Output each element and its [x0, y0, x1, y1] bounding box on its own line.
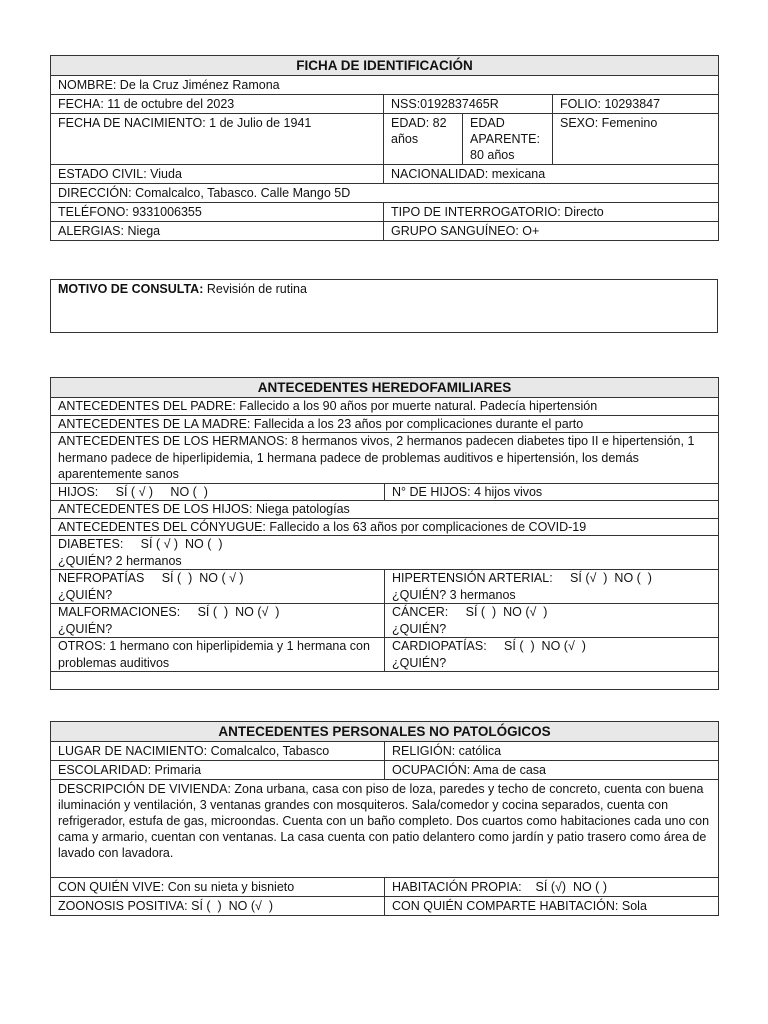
- empty-row: [51, 672, 719, 690]
- descripcion-vivienda: DESCRIPCIÓN DE VIVIENDA: Zona urbana, casa con piso de loza, paredes y techo de concreto, cuenta con buena iluminación y ventilación, 3 ventanas grandes con mosquiteros. Sala/comedor y cocina separados, cuenta con refrigerador, estufa de gas, microondas. Cuenta con un baño completo. Dos cuartos como habitaciones cada uno con cama y armario, cuentan con ventanas. La casa cuenta con patio delantero como jardín y patio trasero como área de lavado con lavadora.: [51, 780, 719, 878]
- alergias: ALERGIAS: Niega: [51, 222, 384, 241]
- ficha-identificacion-table: [50, 55, 719, 241]
- antecedentes-hijos: ANTECEDENTES DE LOS HIJOS: Niega patologías: [51, 501, 719, 519]
- hipertension: [385, 570, 719, 604]
- habitacion-propia: HABITACIÓN PROPIA: SÍ (√) NO ( ): [385, 878, 719, 897]
- nefropatias-label: NEFROPATÍAS SÍ ( ) NO ( √ ): [58, 571, 244, 585]
- religion: RELIGIÓN: católica: [385, 742, 719, 761]
- cardiopatias-label: CARDIOPATÍAS: SÍ ( ) NO (√ ): [392, 639, 586, 653]
- grupo-sanguineo: GRUPO SANGUÍNEO: O+: [384, 222, 719, 241]
- lugar-nacimiento: LUGAR DE NACIMIENTO: Comalcalco, Tabasco: [51, 742, 385, 761]
- nacionalidad: NACIONALIDAD: mexicana: [384, 165, 719, 184]
- folio: FOLIO: 10293847: [553, 95, 719, 114]
- cardiopatias: [385, 638, 719, 672]
- con-quien-vive: CON QUIÉN VIVE: Con su nieta y bisnieto: [51, 878, 385, 897]
- fecha-nacimiento: FECHA DE NACIMIENTO: 1 de Julio de 1941: [51, 114, 384, 165]
- cancer-quien: ¿QUIÉN?: [392, 621, 447, 636]
- edad-aparente: EDAD APARENTE: 80 años: [463, 114, 553, 165]
- zoonosis-positiva: ZOONOSIS POSITIVA: SÍ ( ) NO (√ ): [51, 897, 385, 916]
- nefropatias: [51, 570, 385, 604]
- motivo-consulta-table: [50, 279, 718, 333]
- direccion: DIRECCIÓN: Comalcalco, Tabasco. Calle Mango 5D: [51, 184, 719, 203]
- motivo-consulta: [51, 280, 718, 333]
- antecedentes-hermanos: ANTECEDENTES DE LOS HERMANOS: 8 hermanos vivos, 2 hermanos padecen diabetes tipo II e hipertensión, 1 hermano padece de hiperlipidemia, 1 hermana padece de problemas auditivos e hipertensión, los demás aparentemente sanos: [51, 433, 719, 484]
- personales-no-patologicos-table: [50, 721, 719, 916]
- otros: OTROS: 1 hermano con hiperlipidemia y 1 hermana con problemas auditivos: [51, 638, 385, 672]
- comparte-habitacion: CON QUIÉN COMPARTE HABITACIÓN: Sola: [385, 897, 719, 916]
- antecedentes-conyugue: ANTECEDENTES DEL CÓNYUGUE: Fallecido a los 63 años por complicaciones de COVID-19: [51, 518, 719, 536]
- hijos: HIJOS: SÍ ( √ ) NO ( ): [51, 483, 385, 501]
- ocupacion: OCUPACIÓN: Ama de casa: [385, 761, 719, 780]
- numero-hijos: N° DE HIJOS: 4 hijos vivos: [385, 483, 719, 501]
- diabetes-label: DIABETES: SÍ ( √ ) NO ( ): [58, 537, 223, 551]
- telefono: TELÉFONO: 9331006355: [51, 203, 384, 222]
- diabetes: [51, 536, 719, 570]
- motivo-value: Revisión de rutina: [203, 282, 307, 296]
- malformaciones-label: MALFORMACIONES: SÍ ( ) NO (√ ): [58, 605, 280, 619]
- diabetes-quien: ¿QUIÉN? 2 hermanos: [58, 553, 182, 568]
- hipertension-quien: ¿QUIÉN? 3 hermanos: [392, 587, 516, 602]
- sexo: SEXO: Femenino: [553, 114, 719, 165]
- hipertension-label: HIPERTENSIÓN ARTERIAL: SÍ (√ ) NO ( ): [392, 571, 652, 585]
- motivo-label: MOTIVO DE CONSULTA:: [58, 282, 204, 296]
- escolaridad: ESCOLARIDAD: Primaria: [51, 761, 385, 780]
- cancer: [385, 604, 719, 638]
- tipo-interrogatorio: TIPO DE INTERROGATORIO: Directo: [384, 203, 719, 222]
- malformaciones-quien: ¿QUIÉN?: [58, 621, 113, 636]
- ficha-title: FICHA DE IDENTIFICACIÓN: [51, 56, 719, 76]
- antecedentes-madre: ANTECEDENTES DE LA MADRE: Fallecida a los 23 años por complicaciones durante el parto: [51, 415, 719, 433]
- fecha: FECHA: 11 de octubre del 2023: [51, 95, 384, 114]
- personales-title: ANTECEDENTES PERSONALES NO PATOLÓGICOS: [51, 722, 719, 742]
- edad: EDAD: 82 años: [384, 114, 463, 165]
- heredofamiliares-table: [50, 377, 719, 690]
- malformaciones: [51, 604, 385, 638]
- cancer-label: CÁNCER: SÍ ( ) NO (√ ): [392, 605, 548, 619]
- nefropatias-quien: ¿QUIÉN?: [58, 587, 113, 602]
- antecedentes-padre: ANTECEDENTES DEL PADRE: Fallecido a los 90 años por muerte natural. Padecía hipertensión: [51, 398, 719, 416]
- estado-civil: ESTADO CIVIL: Viuda: [51, 165, 384, 184]
- nombre: NOMBRE: De la Cruz Jiménez Ramona: [51, 76, 719, 95]
- nss: NSS:0192837465R: [384, 95, 553, 114]
- cardiopatias-quien: ¿QUIÉN?: [392, 655, 447, 670]
- heredo-title: ANTECEDENTES HEREDOFAMILIARES: [51, 378, 719, 398]
